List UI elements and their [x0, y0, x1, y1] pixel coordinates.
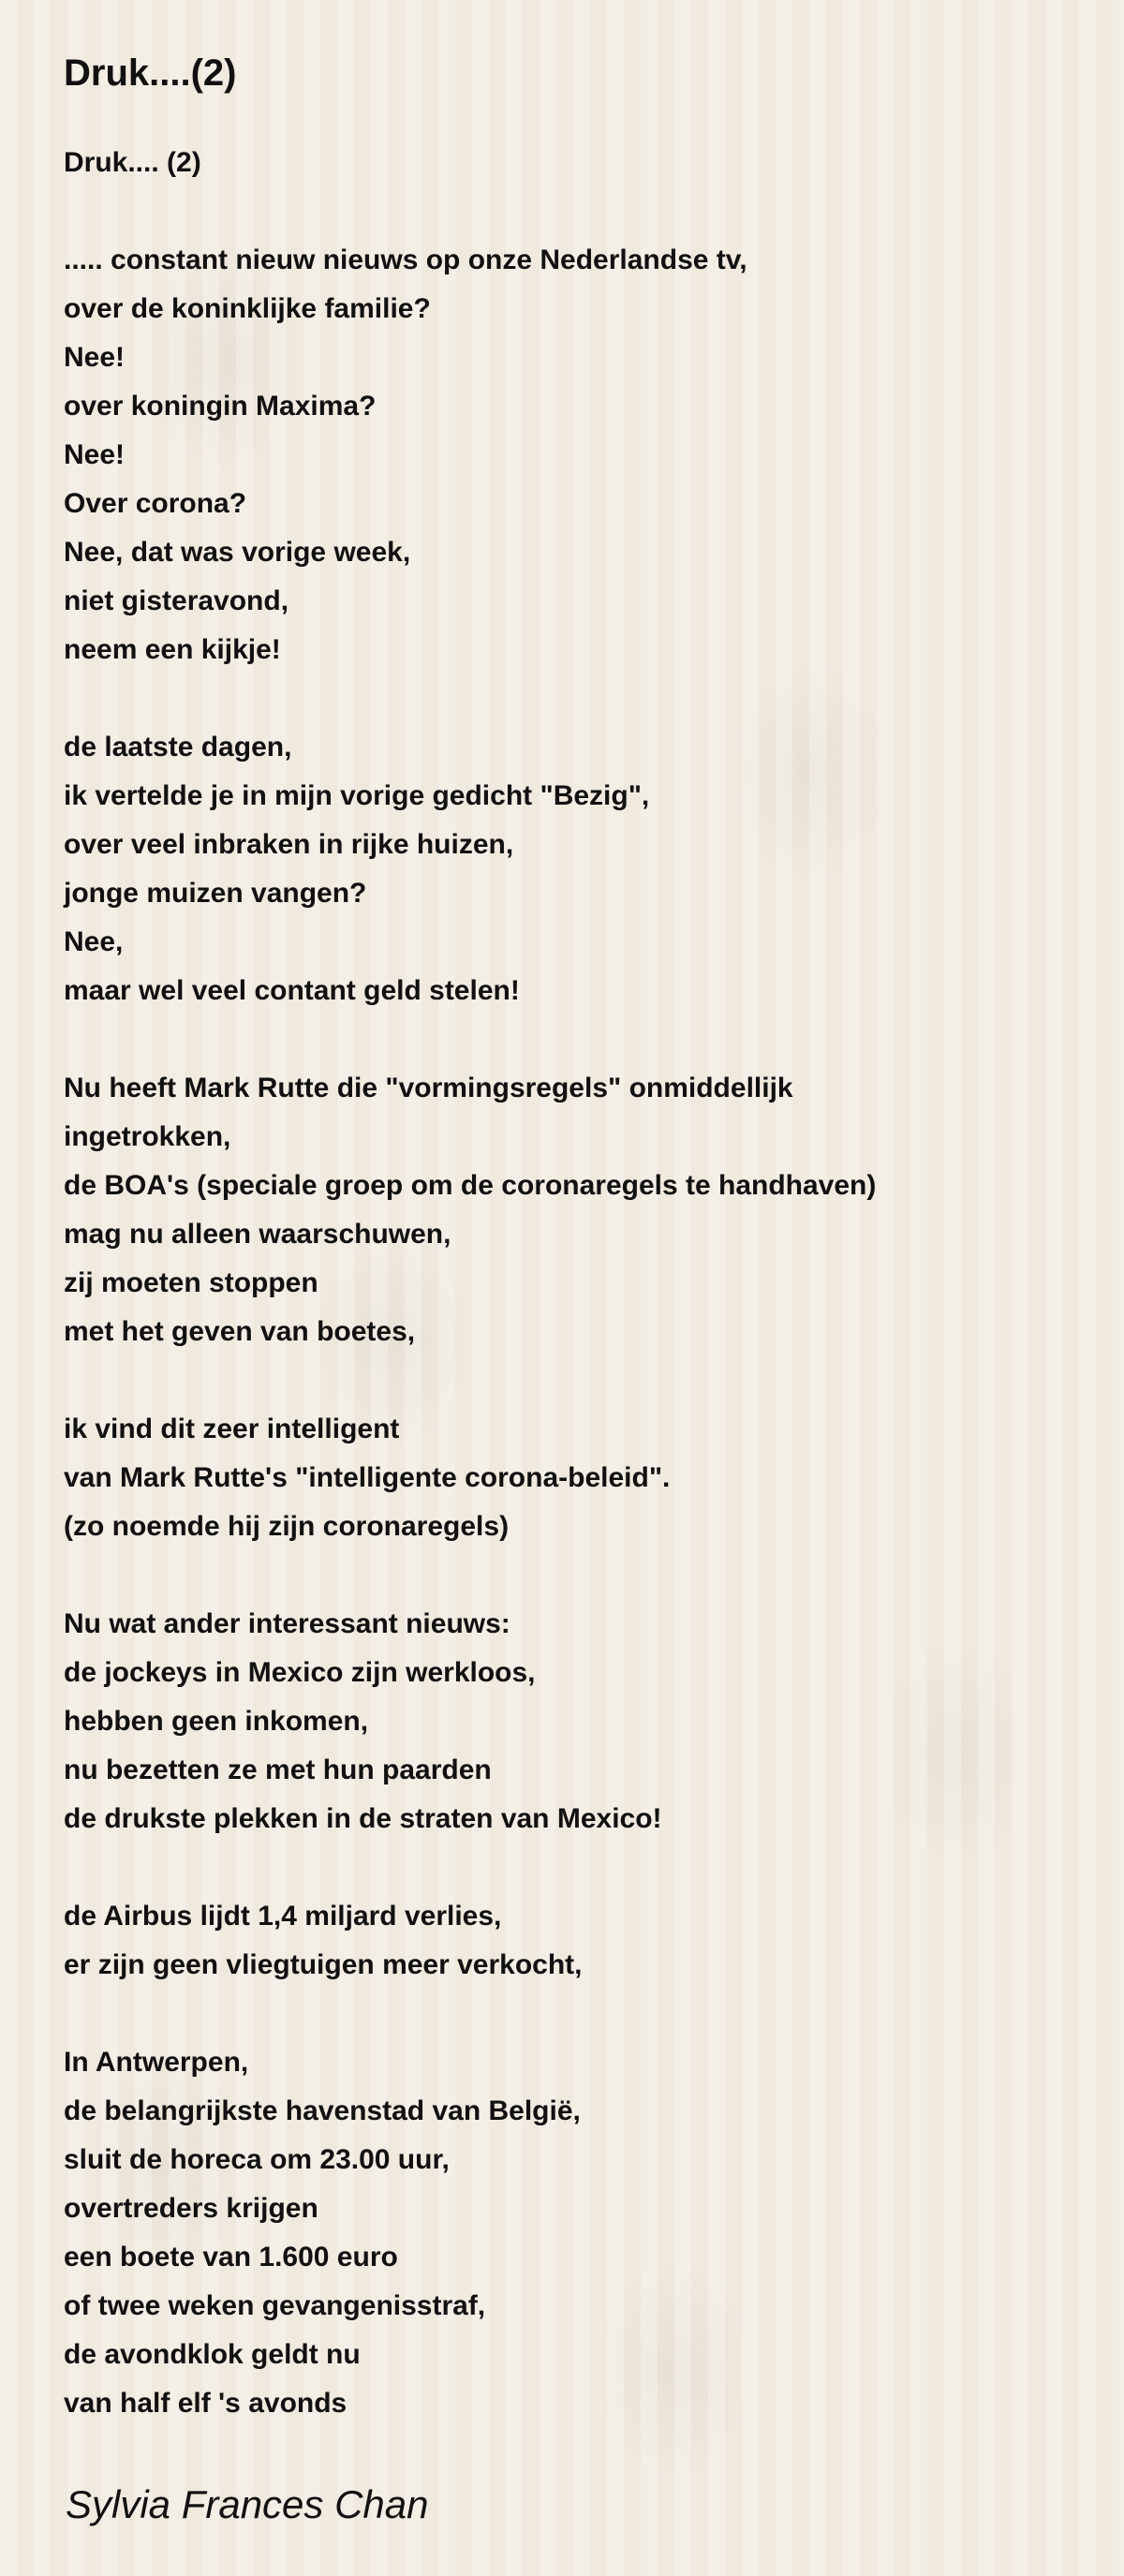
poem-line: de BOA's (speciale groep om de coronaregels te handhaven) [64, 1170, 877, 1201]
poem-line: ingetrokken, [64, 1121, 231, 1152]
poem-line: (zo noemde hij zijn coronaregels) [64, 1511, 510, 1542]
poem-line: over veel inbraken in rijke huizen, [64, 829, 514, 860]
stanza-break [64, 1843, 1094, 1892]
poem-line: Nee! [64, 439, 126, 470]
poem-author: Sylvia Frances Chan [66, 2482, 429, 2526]
poem-line: van Mark Rutte's "intelligente corona-beleid". [64, 1462, 671, 1493]
stanza-break [64, 1990, 1094, 2038]
poem-line: ..... constant nieuw nieuws op onze Nederlandse tv, [64, 244, 747, 275]
poem-line: Druk.... (2) [64, 147, 201, 178]
poem-line: zij moeten stoppen [64, 1267, 318, 1298]
stanza-break [64, 1015, 1094, 1064]
poem-line: ik vertelde je in mijn vorige gedicht "Bezig", [64, 780, 650, 811]
poem-line: of twee weken gevangenisstraf, [64, 2290, 486, 2321]
stanza-break [64, 1356, 1094, 1405]
poem-line: jonge muizen vangen? [64, 878, 367, 909]
poem-title: Druk....(2) [64, 52, 237, 94]
poem-line: ik vind dit zeer intelligent [64, 1414, 400, 1444]
poem-line: de Airbus lijdt 1,4 miljard verlies, [64, 1901, 502, 1932]
poem-line: neem een kijkje! [64, 634, 281, 665]
poem-line: maar wel veel contant geld stelen! [64, 975, 520, 1006]
stanza-break [64, 1551, 1094, 1600]
poem-line: de belangrijkste havenstad van België, [64, 2095, 581, 2126]
poem-line: Nee, [64, 926, 124, 957]
poem-line: mag nu alleen waarschuwen, [64, 1219, 451, 1250]
poem-line: hebben geen inkomen, [64, 1706, 369, 1737]
stanza-break [64, 674, 1094, 723]
poem-line: niet gisteravond, [64, 585, 289, 616]
poem-line: de laatste dagen, [64, 732, 292, 762]
poem-line: sluit de horeca om 23.00 uur, [64, 2144, 450, 2175]
poem-line: de avondklok geldt nu [64, 2339, 361, 2370]
poem-line: met het geven van boetes, [64, 1316, 416, 1347]
poem-line: over de koninklijke familie? [64, 293, 431, 324]
poem-body [64, 139, 1094, 2428]
poem-line: overtreders krijgen [64, 2193, 318, 2224]
poem-line: Nu heeft Mark Rutte die "vormingsregels" onmiddellijk [64, 1073, 793, 1103]
poem-line: Nee! [64, 342, 126, 373]
poem-line: nu bezetten ze met hun paarden [64, 1754, 492, 1785]
poem-line: een boete van 1.600 euro [64, 2242, 398, 2273]
stanza-break [64, 187, 1094, 236]
poem-line: In Antwerpen, [64, 2047, 249, 2078]
poem-line: Nee, dat was vorige week, [64, 537, 411, 568]
poem-line: de drukste plekken in de straten van Mexico! [64, 1803, 662, 1834]
poem-line: de jockeys in Mexico zijn werkloos, [64, 1657, 536, 1688]
poem-line: over koningin Maxima? [64, 391, 377, 422]
poem-line: er zijn geen vliegtuigen meer verkocht, [64, 1949, 583, 1980]
poem-line: Nu wat ander interessant nieuws: [64, 1608, 510, 1639]
poem-line: van half elf 's avonds [64, 2388, 348, 2419]
poem-line: Over corona? [64, 488, 247, 519]
